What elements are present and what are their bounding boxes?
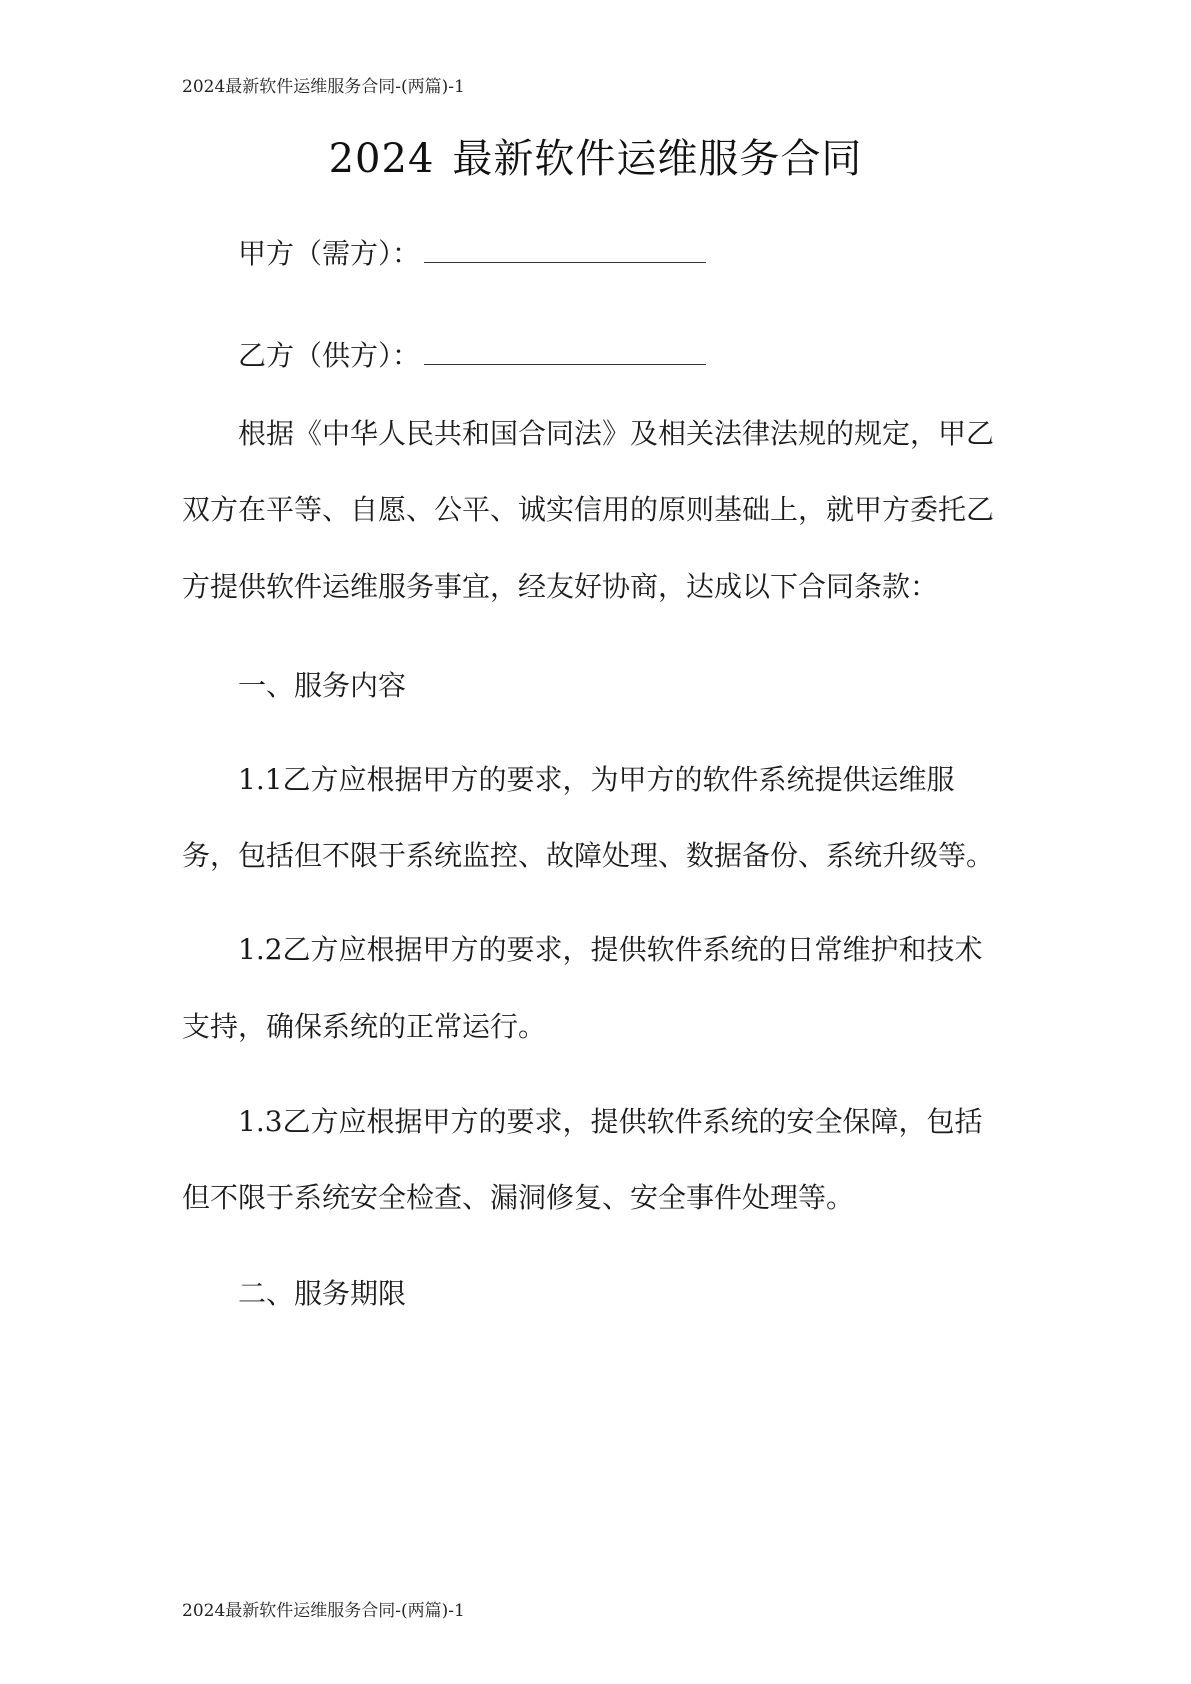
party-b-label: 乙方（供方）： <box>238 339 421 372</box>
clause-1-2-line-2: 支持，确保系统的正常运行。 <box>182 1010 547 1043</box>
clause-1-2-line-1: 1.2乙方应根据甲方的要求，提供软件系统的日常维护和技术 <box>238 933 983 966</box>
party-a-blank <box>424 236 706 263</box>
section-1-heading: 一、服务内容 <box>238 669 407 702</box>
title-year: 2024 <box>328 136 435 182</box>
clause-1-3-line-2: 但不限于系统安全检查、漏洞修复、安全事件处理等。 <box>182 1181 855 1214</box>
intro-line-3: 方提供软件运维服务事宜，经友好协商，达成以下合同条款： <box>182 570 939 603</box>
title-text: 最新软件运维服务合同 <box>452 136 863 182</box>
running-header: 2024最新软件运维服务合同-(两篇)-1 <box>182 77 465 97</box>
party-a-label: 甲方（需方）： <box>238 237 421 270</box>
document-title <box>0 134 1191 184</box>
clause-1-1-line-1: 1.1乙方应根据甲方的要求，为甲方的软件系统提供运维服 <box>238 763 955 796</box>
party-b-blank <box>424 338 706 365</box>
section-2-heading: 二、服务期限 <box>238 1277 407 1310</box>
intro-line-1: 根据《中华人民共和国合同法》及相关法律法规的规定，甲乙 <box>238 417 995 450</box>
party-b-line <box>238 338 706 374</box>
clause-1-1-line-2: 务，包括但不限于系统监控、故障处理、数据备份、系统升级等。 <box>182 839 995 872</box>
party-a-line <box>238 236 706 272</box>
intro-line-2: 双方在平等、自愿、公平、诚实信用的原则基础上，就甲方委托乙 <box>182 493 995 526</box>
running-footer: 2024最新软件运维服务合同-(两篇)-1 <box>182 1601 465 1621</box>
clause-1-3-line-1: 1.3乙方应根据甲方的要求，提供软件系统的安全保障，包括 <box>238 1105 983 1138</box>
